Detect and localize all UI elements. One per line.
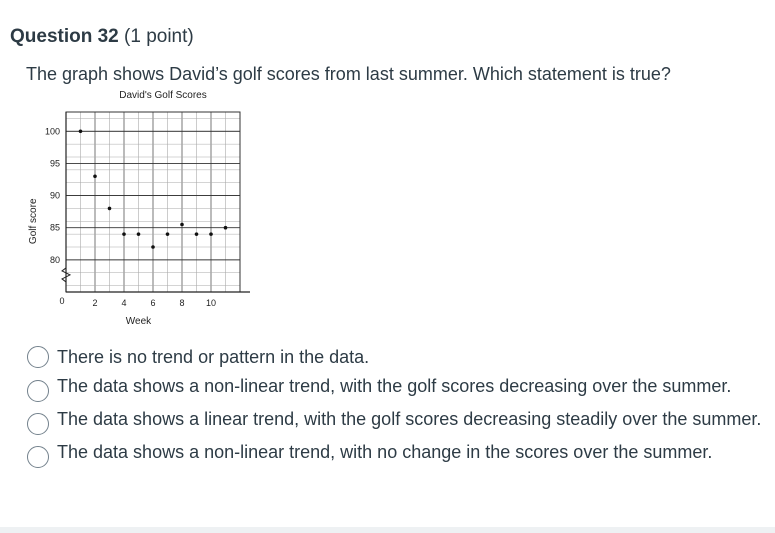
- answer-text: The data shows a non-linear trend, with the golf scores decreasing over the summer.: [57, 376, 732, 396]
- question-header: [10, 26, 194, 48]
- answer-text: The data shows a non-linear trend, with no change in the scores over the summer.: [57, 442, 713, 462]
- answer-options: [27, 346, 767, 468]
- x-tick-label: 8: [179, 298, 185, 308]
- x-tick-label: 2: [92, 298, 98, 308]
- data-point: [108, 207, 112, 211]
- chart-title: David's Golf Scores: [119, 90, 207, 101]
- radio-button[interactable]: [27, 380, 49, 402]
- y-tick-label: 95: [49, 158, 60, 169]
- data-point: [195, 232, 199, 236]
- radio-button[interactable]: [27, 346, 49, 368]
- x-tick-label: 4: [121, 298, 127, 308]
- data-point: [93, 174, 97, 178]
- data-point: [122, 232, 126, 236]
- x-tick-label: 10: [205, 298, 217, 308]
- answer-text: The data shows a linear trend, with the golf scores decreasing steadily over the summer.: [57, 409, 762, 429]
- y-tick-label: 80: [49, 254, 60, 265]
- radio-button[interactable]: [27, 413, 49, 435]
- data-point: [180, 223, 184, 227]
- x-tick-label: 6: [150, 298, 156, 308]
- data-point: [166, 232, 170, 236]
- answer-option-3[interactable]: [27, 408, 767, 435]
- golf-scores-chart: [20, 84, 260, 324]
- answer-text: There is no trend or pattern in the data.: [57, 347, 370, 367]
- y-tick-label: 90: [49, 190, 60, 201]
- y-tick-label: 85: [49, 222, 60, 233]
- data-point: [137, 232, 141, 236]
- data-point: [209, 232, 213, 236]
- question-points: (1 point): [124, 26, 194, 47]
- x-axis-label: Week: [125, 316, 152, 324]
- answer-option-4[interactable]: [27, 441, 767, 468]
- y-axis-label: Golf score: [28, 198, 39, 245]
- data-point: [79, 129, 83, 133]
- answer-option-1[interactable]: [27, 346, 767, 369]
- answer-option-2[interactable]: [27, 375, 767, 402]
- data-point: [151, 245, 155, 249]
- question-prompt: The graph shows David’s golf scores from last summer. Which statement is true?: [26, 64, 671, 84]
- radio-button[interactable]: [27, 446, 49, 468]
- question-number: Question 32: [10, 26, 119, 47]
- data-point: [224, 226, 228, 230]
- y-tick-label: 100: [44, 126, 60, 137]
- bottom-divider: [0, 527, 775, 533]
- origin-label: 0: [59, 296, 65, 306]
